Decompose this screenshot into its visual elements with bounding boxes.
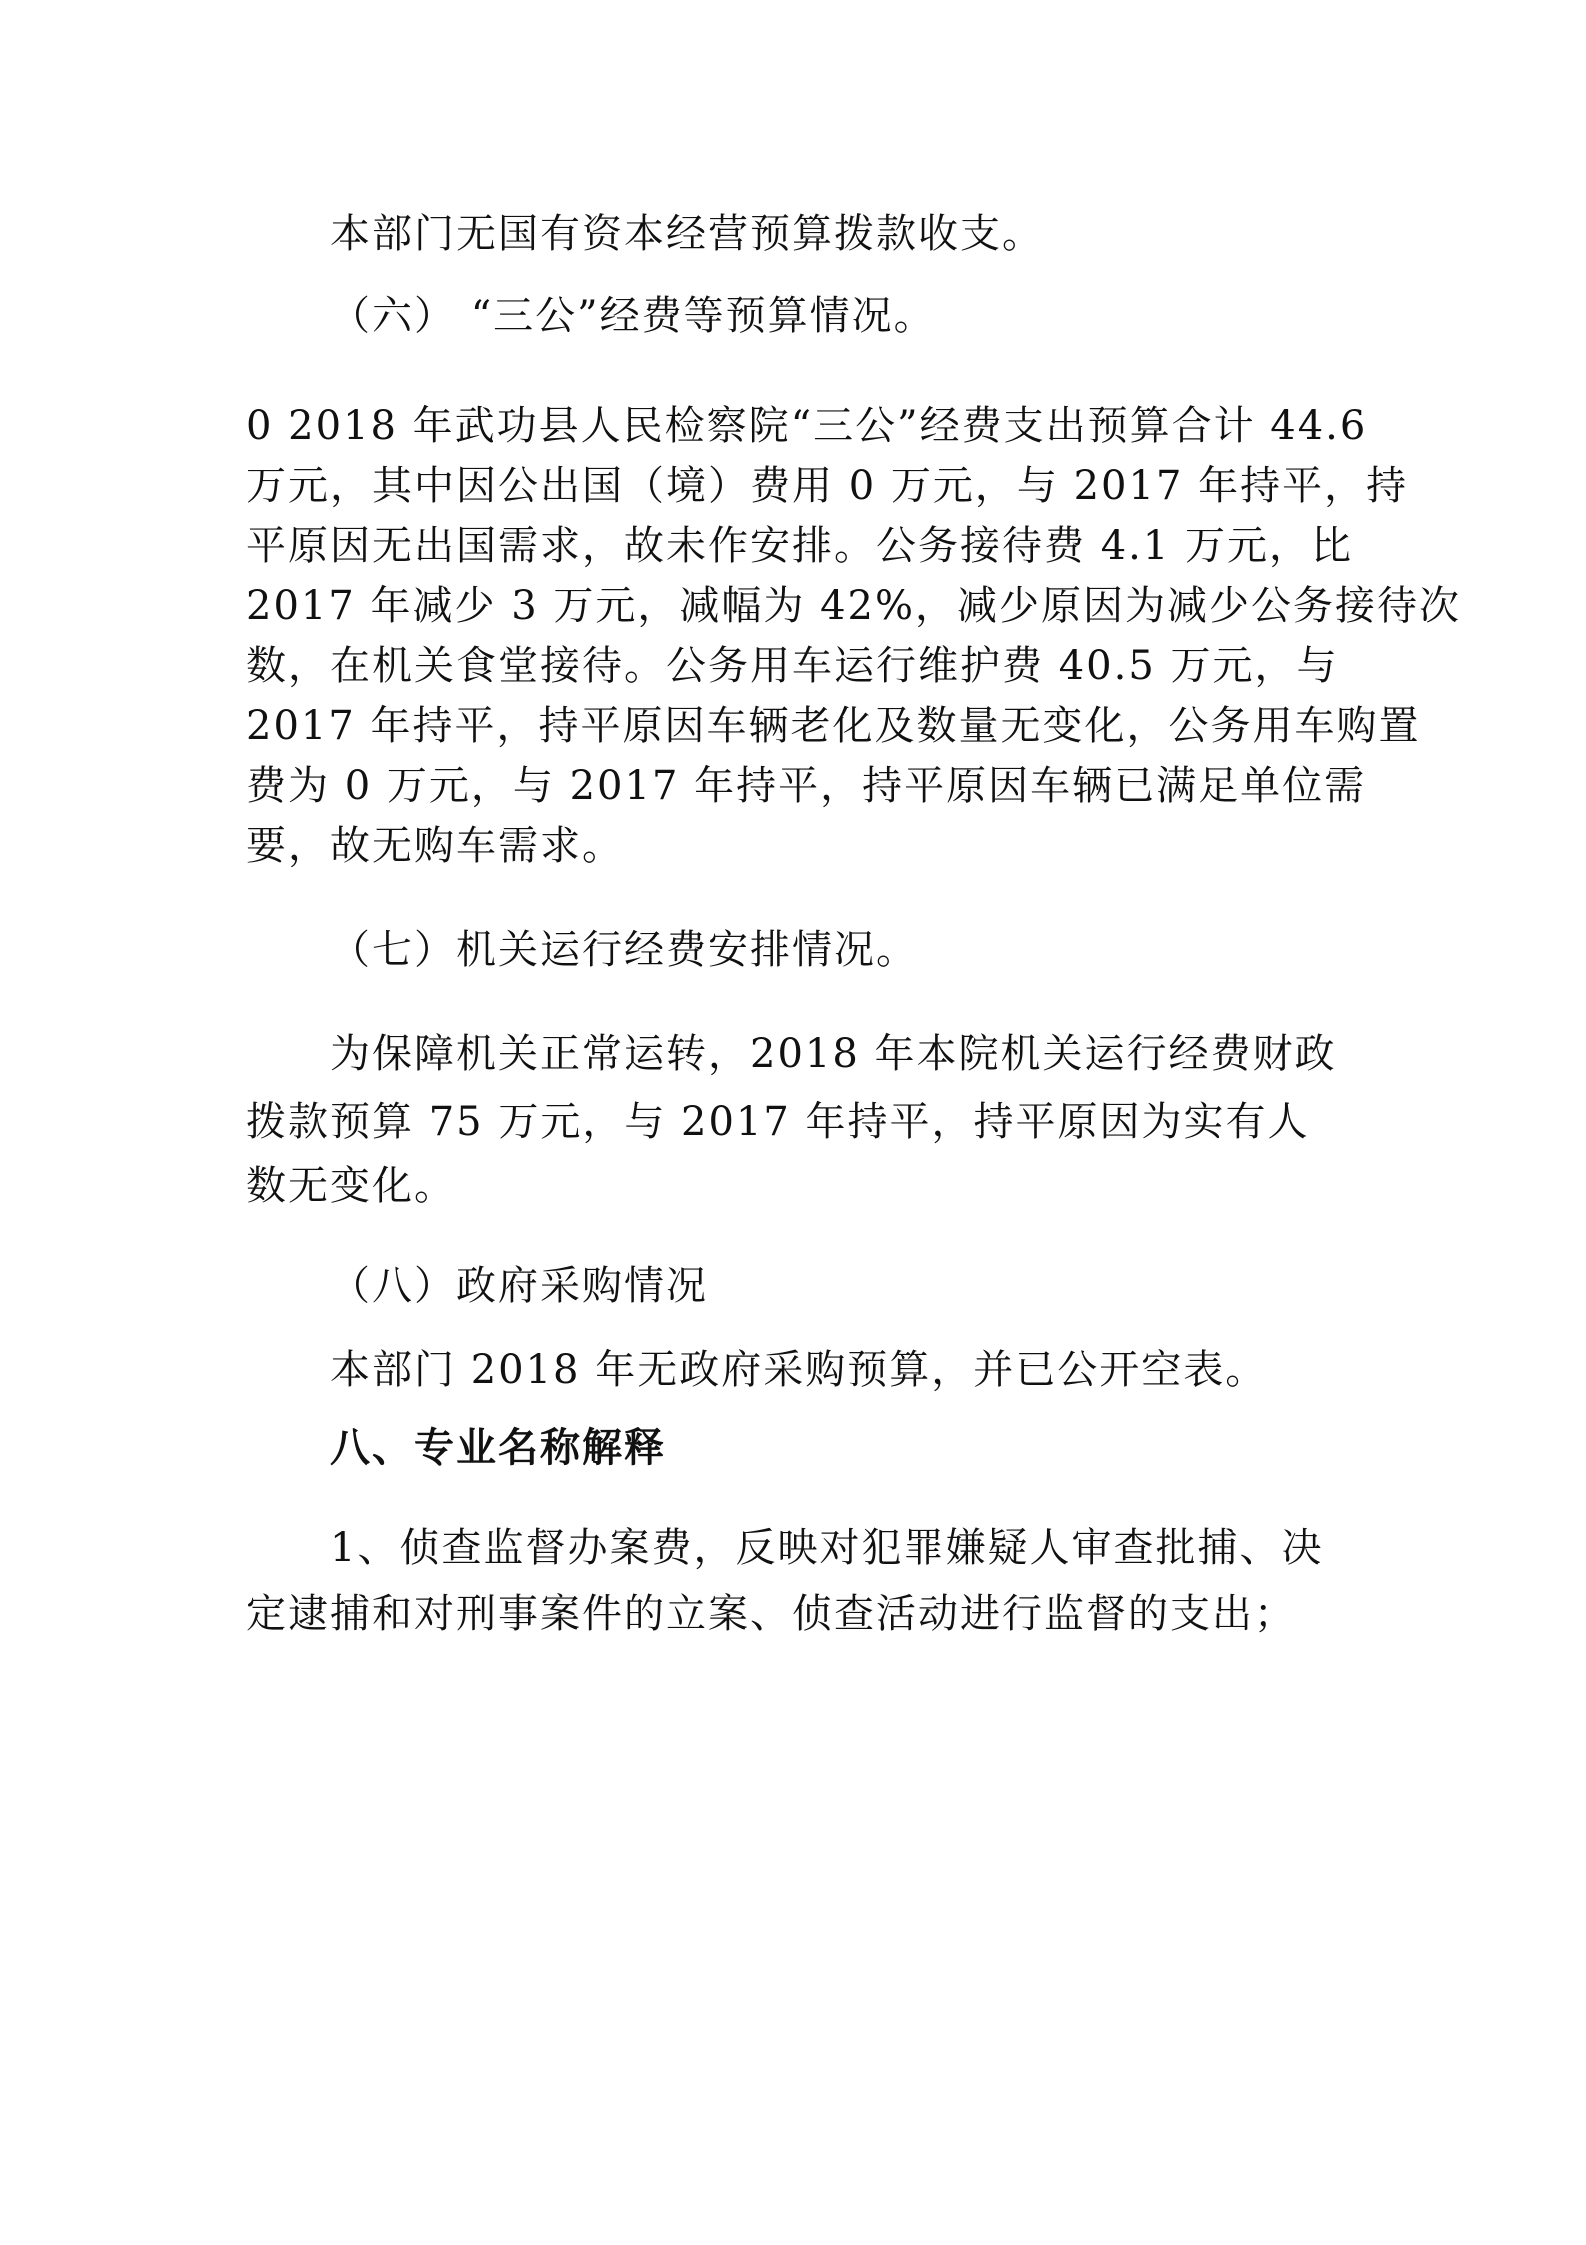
heading-three-public-expenses: （六） “三公”经费等预算情况。 [330,293,936,339]
paragraph-three-public-line-8: 要，故无购车需求。 [246,823,624,869]
paragraph-three-public-line-4: 2017 年减少 3 万元，减幅为 42%，减少原因为减少公务接待次 [246,583,1462,629]
paragraph-three-public-line-3: 平原因无出国需求，故未作安排。公务接待费 4.1 万元，比 [246,523,1354,569]
paragraph-three-public-line-5: 数，在机关食堂接待。公务用车运行维护费 40.5 万元，与 [246,643,1339,689]
paragraph-procurement: 本部门 2018 年无政府采购预算，并已公开空表。 [330,1347,1268,1393]
section-title-terminology: 八、专业名称解释 [330,1425,666,1471]
paragraph-operating-line-1: 为保障机关正常运转，2018 年本院机关运行经费财政 [330,1031,1337,1077]
paragraph-operating-line-3: 数无变化。 [246,1163,456,1209]
paragraph-three-public-line-2: 万元，其中因公出国（境）费用 0 万元，与 2017 年持平，持 [246,463,1409,509]
paragraph-three-public-line-1: 0 2018 年武功县人民检察院“三公”经费支出预算合计 44.6 [246,403,1368,449]
paragraph-three-public-line-7: 费为 0 万元，与 2017 年持平，持平原因车辆已满足单位需 [246,763,1367,809]
definition-1-line-1: 1、侦查监督办案费，反映对犯罪嫌疑人审查批捕、决 [330,1525,1324,1571]
definition-1-line-2: 定逮捕和对刑事案件的立案、侦查活动进行监督的支出； [246,1591,1296,1637]
paragraph-operating-line-2: 拨款预算 75 万元，与 2017 年持平，持平原因为实有人 [246,1099,1310,1145]
heading-operating-expenses: （七）机关运行经费安排情况。 [330,927,918,973]
paragraph-three-public-line-6: 2017 年持平，持平原因车辆老化及数量无变化，公务用车购置 [246,703,1421,749]
paragraph-no-state-capital-budget: 本部门无国有资本经营预算拨款收支。 [330,211,1044,257]
heading-government-procurement: （八）政府采购情况 [330,1263,708,1309]
